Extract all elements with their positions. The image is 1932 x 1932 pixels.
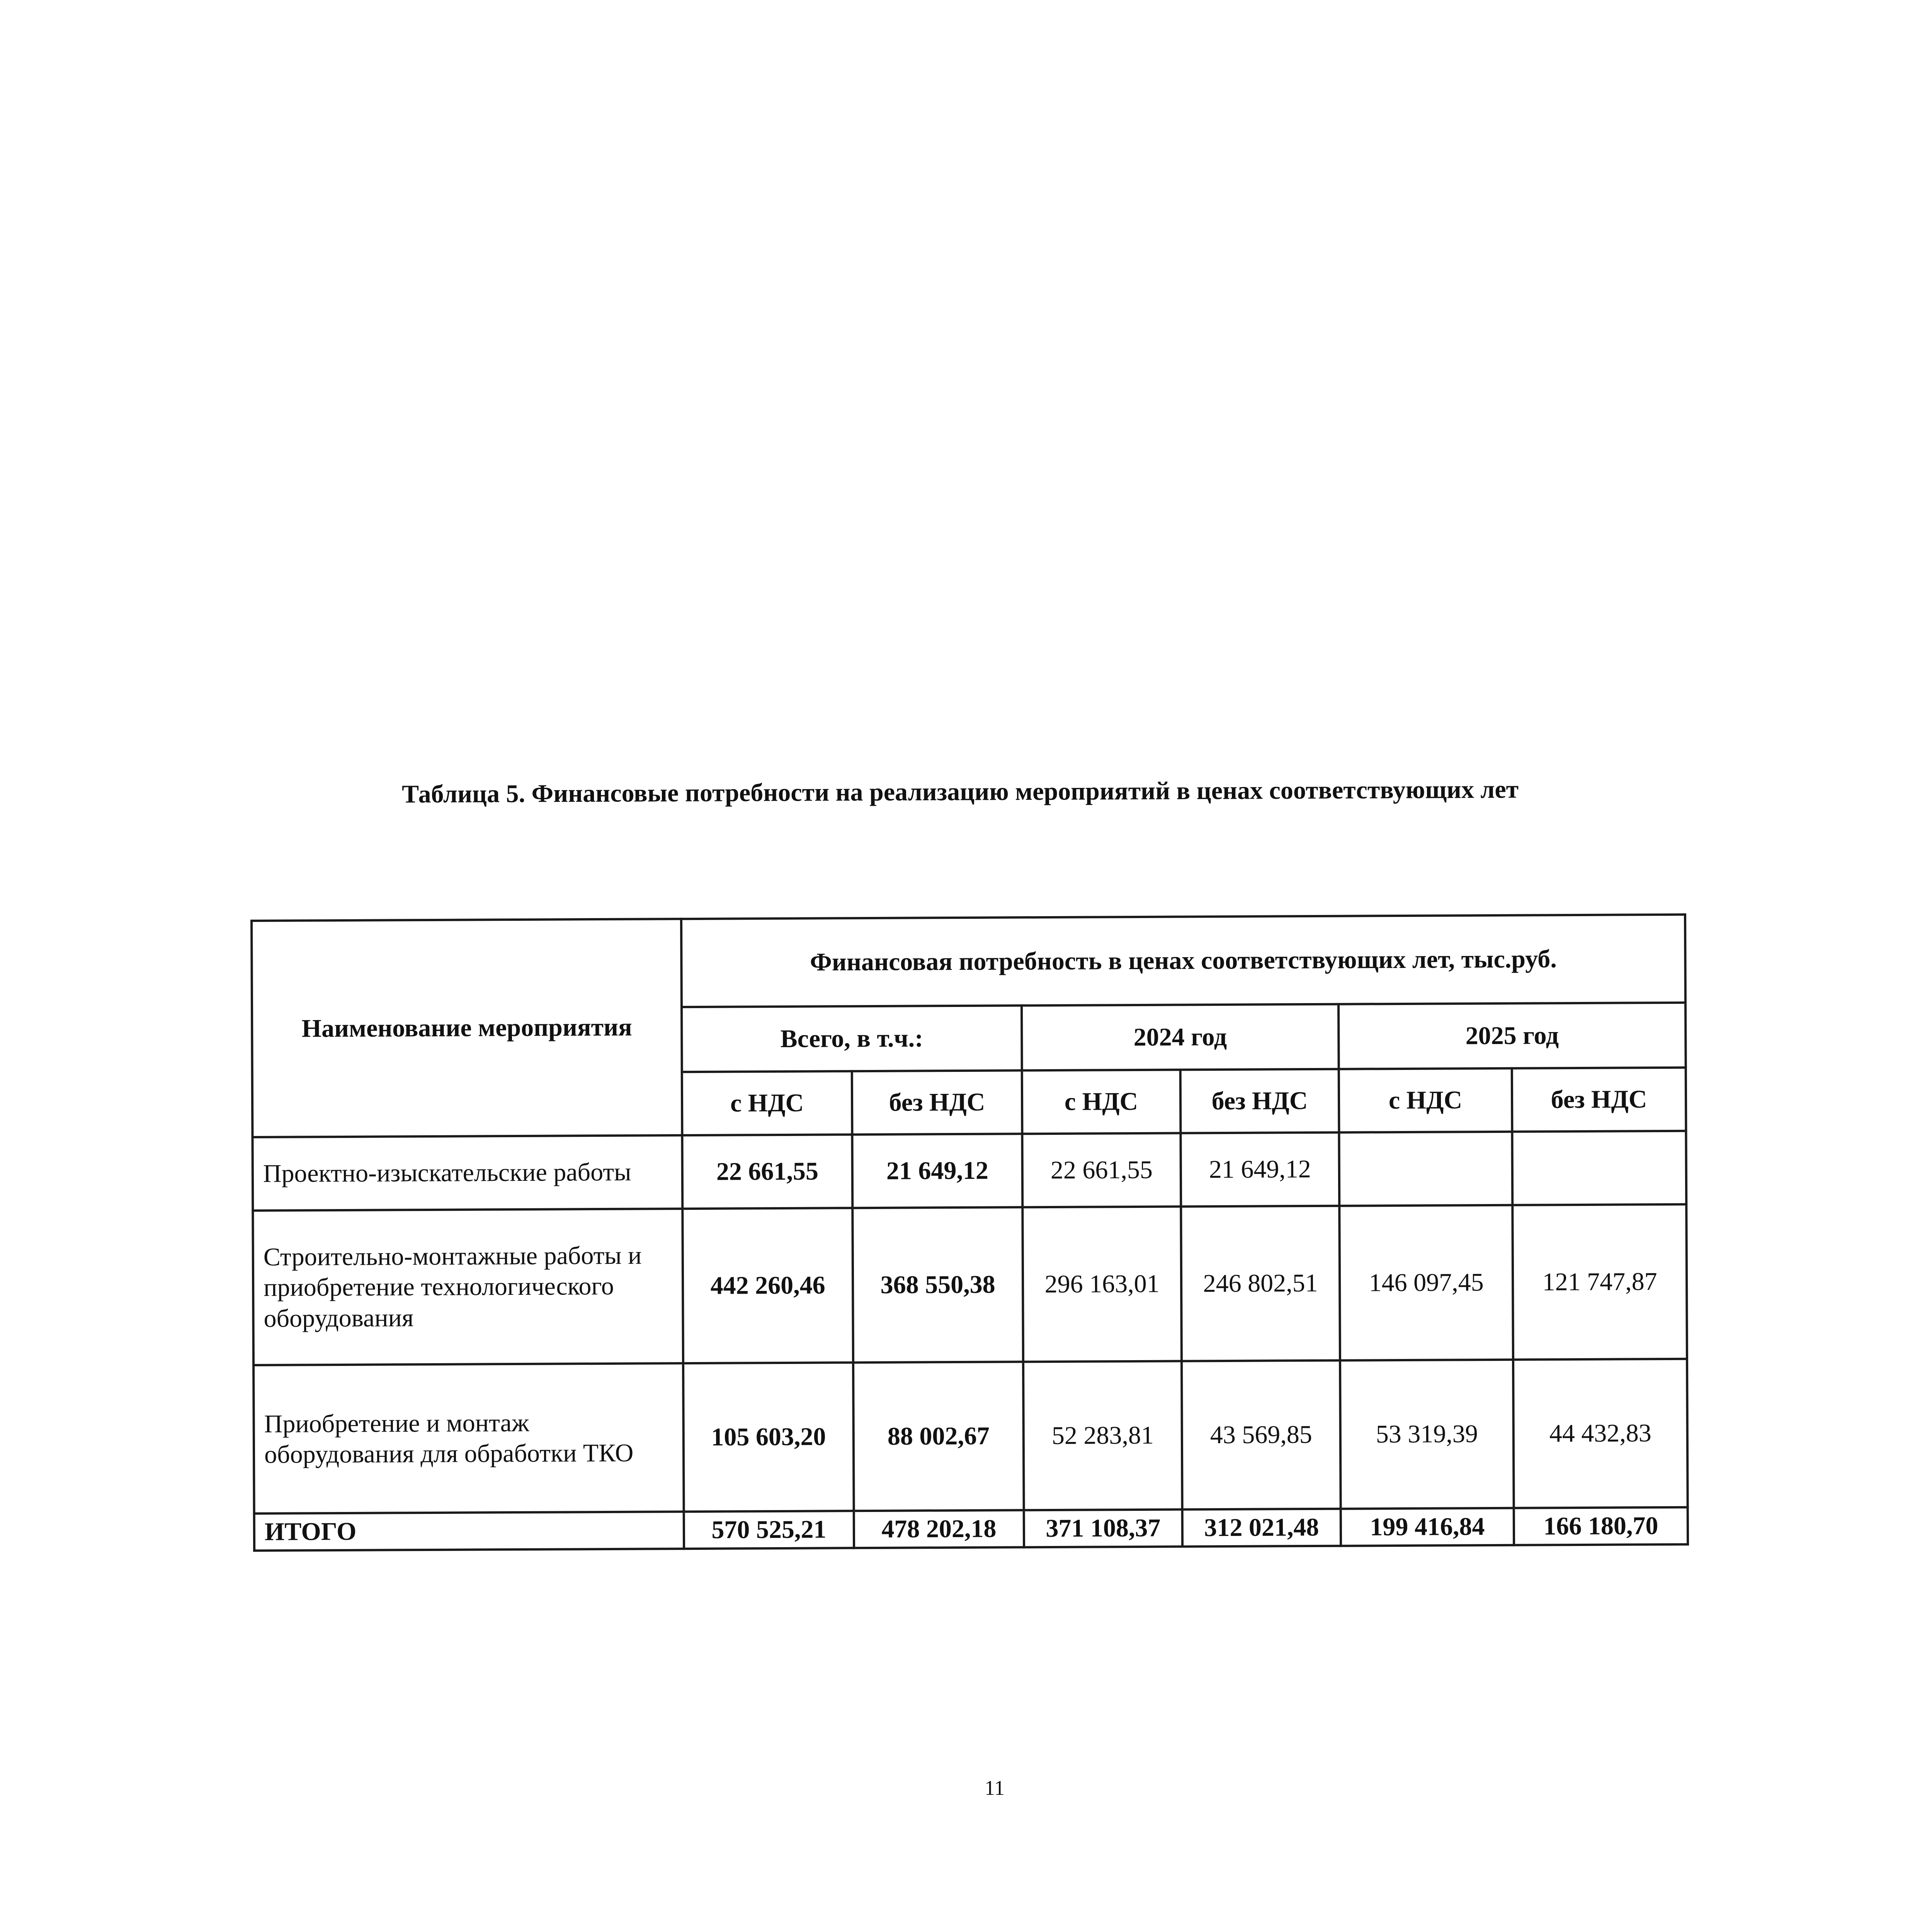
value-cell: 21 649,12	[1180, 1133, 1339, 1207]
period-header-total: Всего, в т.ч.:	[682, 1005, 1022, 1072]
sub-header-2024-with-vat: с НДС	[1022, 1070, 1181, 1134]
total-label: ИТОГО	[254, 1512, 684, 1551]
value-cell: 296 163,01	[1022, 1206, 1182, 1362]
value-cell: 146 097,45	[1339, 1205, 1513, 1361]
sub-header-2025-with-vat: с НДС	[1339, 1068, 1512, 1133]
period-header-2025: 2025 год	[1338, 1003, 1686, 1069]
value-cell: 43 569,85	[1182, 1361, 1341, 1510]
group-header: Финансовая потребность в ценах соответствующих лет, тыс.руб.	[681, 915, 1685, 1007]
value-cell: 88 002,67	[853, 1362, 1024, 1511]
total-value-cell: 199 416,84	[1341, 1508, 1514, 1546]
table-row	[253, 1204, 1687, 1365]
header-row-group	[252, 915, 1685, 1009]
value-cell: 53 319,39	[1340, 1360, 1514, 1509]
financial-needs-table	[250, 913, 1689, 1552]
total-value-cell: 166 180,70	[1514, 1507, 1688, 1545]
value-cell: 105 603,20	[683, 1362, 854, 1512]
sub-header-total-with-vat: с НДС	[682, 1071, 852, 1135]
row-name: Строительно-монтажные работы и приобретение технологического оборудования	[253, 1209, 683, 1365]
value-cell: 22 661,55	[682, 1134, 852, 1209]
sub-header-2025-without-vat: без НДС	[1512, 1068, 1686, 1132]
total-value-cell: 478 202,18	[854, 1510, 1024, 1548]
sub-header-2024-without-vat: без НДС	[1180, 1069, 1339, 1133]
total-value-cell: 312 021,48	[1182, 1509, 1341, 1547]
table-title: Таблица 5. Финансовые потребности на реализацию мероприятий в ценах соответствующих лет	[402, 775, 1519, 808]
value-cell: 44 432,83	[1513, 1359, 1688, 1508]
value-cell	[1339, 1132, 1512, 1206]
total-value-cell: 371 108,37	[1024, 1509, 1182, 1547]
page-number: 11	[985, 1776, 1005, 1799]
value-cell: 121 747,87	[1512, 1204, 1687, 1360]
value-cell	[1512, 1131, 1686, 1205]
total-row	[254, 1507, 1688, 1551]
row-name: Приобретение и монтаж оборудования для обработки ТКО	[253, 1363, 684, 1514]
total-value-cell: 570 525,21	[684, 1511, 854, 1549]
value-cell: 246 802,51	[1181, 1206, 1340, 1361]
sub-header-total-without-vat: без НДС	[852, 1070, 1022, 1134]
value-cell: 21 649,12	[852, 1134, 1022, 1208]
period-header-2024: 2024 год	[1022, 1004, 1339, 1071]
value-cell: 22 661,55	[1022, 1133, 1181, 1208]
name-column-header: Наименование мероприятия	[252, 919, 682, 1137]
value-cell: 52 283,81	[1023, 1361, 1182, 1510]
value-cell: 368 550,38	[852, 1207, 1023, 1362]
table-row	[253, 1359, 1688, 1514]
value-cell: 442 260,46	[682, 1208, 853, 1363]
financial-table-container	[250, 913, 1687, 1552]
row-name: Проектно-изыскательские работы	[252, 1135, 682, 1211]
table-row	[252, 1131, 1686, 1211]
